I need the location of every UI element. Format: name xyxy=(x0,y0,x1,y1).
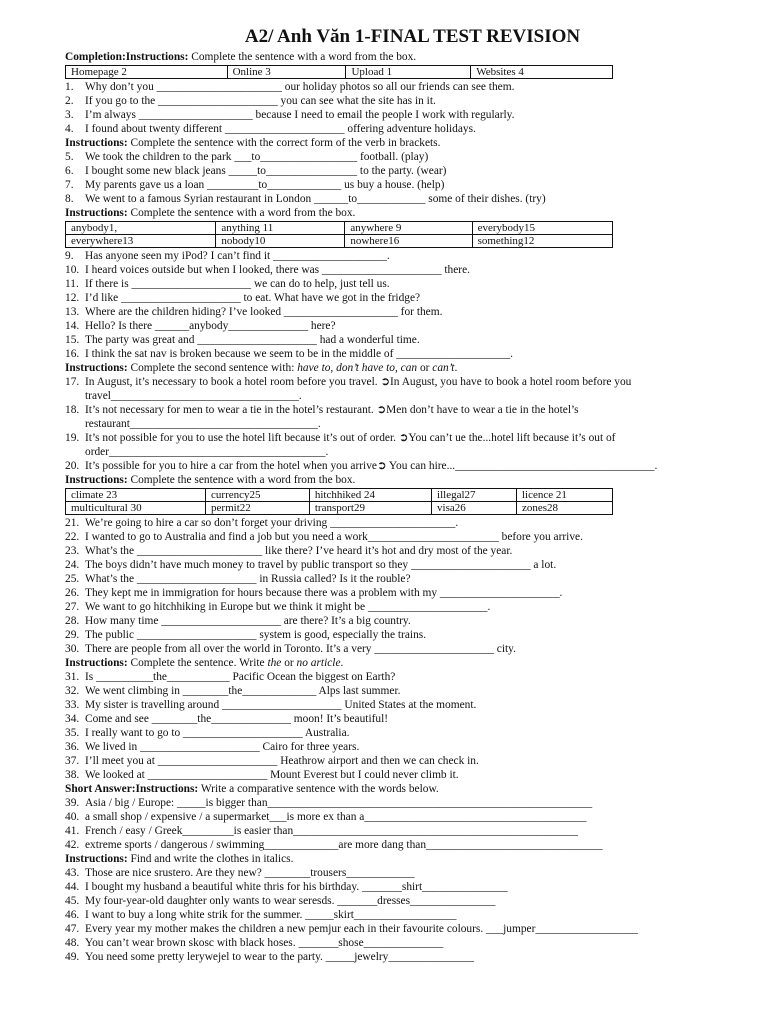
question-number: 14. xyxy=(65,320,80,332)
instructions-text: Complete the sentence with a word from the box. xyxy=(127,474,356,486)
question-number: 15. xyxy=(65,334,80,346)
instructions-label: Completion:Instructions: xyxy=(65,51,189,63)
question-text: What’s the ______________________ like there? I’ve heard it’s hot and dry most of the year. xyxy=(85,545,513,557)
word-box-cell: everywhere13 xyxy=(66,235,216,248)
question-item xyxy=(65,922,740,936)
question-number: 20. xyxy=(65,460,80,472)
word-box-cell: nobody10 xyxy=(216,235,345,248)
question-number: 7. xyxy=(65,179,74,191)
question-text: French / easy / Greek_________is easier than__________________________________________________ xyxy=(85,825,578,837)
word-box xyxy=(65,65,613,79)
instructions-label: Instructions: xyxy=(65,207,128,219)
word-box-row xyxy=(66,235,613,248)
word-box xyxy=(65,221,613,248)
question-item xyxy=(65,164,740,178)
instructions-text: . xyxy=(340,657,344,669)
question-text: Every year my mother makes the children a new pemjur each in their favourite colours. ___jumper__________________ xyxy=(85,923,638,935)
question-item xyxy=(65,950,740,964)
question-number: 2. xyxy=(65,95,74,107)
question-number: 25. xyxy=(65,573,80,585)
word-box-row xyxy=(66,66,613,79)
question-text: I’m always ____________________ because I need to email the people I work with regularly. xyxy=(85,109,515,121)
question-item xyxy=(65,684,740,698)
instructions-text: Complete the sentence with a word from the box. xyxy=(188,51,417,63)
question-item xyxy=(65,894,740,908)
instructions-text: Complete the sentence with a word from the box. xyxy=(127,207,356,219)
word-box-cell: illegal27 xyxy=(432,489,517,502)
question-text: extreme sports / dangerous / swimming_____________are more dang than_______________________________ xyxy=(85,839,603,851)
question-number: 45. xyxy=(65,895,80,907)
instructions-italic: can’t xyxy=(432,362,455,374)
question-number: 12. xyxy=(65,292,80,304)
question-number: 29. xyxy=(65,629,80,641)
question-number: 3. xyxy=(65,109,74,121)
word-box-cell: currency25 xyxy=(206,489,310,502)
question-item xyxy=(65,838,740,852)
question-text: There are people from all over the world in Toronto. It’s a very _____________________ city. xyxy=(85,643,516,655)
question-number: 11. xyxy=(65,278,79,290)
question-item xyxy=(65,122,740,136)
word-box-cell: visa26 xyxy=(432,502,517,515)
question-text: Those are nice srustero. Are they new? ________trousers____________ xyxy=(85,867,415,879)
question-text: I heard voices outside but when I looked, there was _____________________ there. xyxy=(85,264,470,276)
word-box-cell: anybody1, xyxy=(66,222,216,235)
question-item xyxy=(65,698,740,712)
question-text: We want to go hitchhiking in Europe but we think it might be _____________________. xyxy=(85,601,491,613)
question-item xyxy=(65,375,740,403)
question-text: Why don’t you ______________________ our holiday photos so all our friends can see them. xyxy=(85,81,515,93)
instructions-text: Complete the sentence. Write xyxy=(127,657,268,669)
word-box-cell: climate 23 xyxy=(66,489,206,502)
question-item xyxy=(65,614,740,628)
question-text: We went climbing in ________the_____________ Alps last summer. xyxy=(85,685,401,697)
word-box-row xyxy=(66,489,613,502)
question-item xyxy=(65,150,740,164)
question-text: I really want to go to _____________________ Australia. xyxy=(85,727,350,739)
question-number: 40. xyxy=(65,811,80,823)
question-number: 47. xyxy=(65,923,80,935)
question-number: 26. xyxy=(65,587,80,599)
question-item xyxy=(65,600,740,614)
question-number: 21. xyxy=(65,517,80,529)
question-text: The party was great and _____________________ had a wonderful time. xyxy=(85,334,420,346)
question-number: 35. xyxy=(65,727,80,739)
instructions-label: Instructions: xyxy=(65,474,128,486)
word-box-cell: nowhere16 xyxy=(345,235,472,248)
instructions-text: Write a comparative sentence with the words below. xyxy=(198,783,439,795)
question-number: 18. xyxy=(65,404,80,416)
question-item xyxy=(65,530,740,544)
instructions-text: or xyxy=(417,362,433,374)
word-box-cell: Online 3 xyxy=(227,66,346,79)
question-number: 5. xyxy=(65,151,74,163)
question-item xyxy=(65,516,740,530)
question-item xyxy=(65,880,740,894)
question-text: My parents gave us a loan _________to_____________ us buy a house. (help) xyxy=(85,179,445,191)
question-text: Come and see ________the______________ moon! It’s beautiful! xyxy=(85,713,389,725)
worksheet-body xyxy=(65,50,740,964)
instructions xyxy=(65,50,740,64)
question-text: We lived in _____________________ Cairo for three years. xyxy=(85,741,360,753)
instructions-text: Complete the second sentence with: xyxy=(127,362,298,374)
question-text: Asia / big / Europe: _____is bigger than_________________________________________________________ xyxy=(85,797,593,809)
question-text: It’s possible for you to hire a car from the hotel when you arrive➲ You can hire...___________________________________. xyxy=(85,460,658,472)
question-number: 16. xyxy=(65,348,80,360)
question-text: I found about twenty different _____________________ offering adventure holidays. xyxy=(85,123,476,135)
instructions xyxy=(65,206,740,220)
question-item xyxy=(65,431,740,459)
question-item xyxy=(65,866,740,880)
instructions-text: Find and write the clothes in italics. xyxy=(127,853,294,865)
question-item xyxy=(65,108,740,122)
question-text: My four-year-old daughter only wants to wear seresds. _______dresses_______________ xyxy=(85,895,496,907)
question-text: You can’t wear brown skosc with black hoses. _______shose______________ xyxy=(85,937,444,949)
word-box xyxy=(65,488,613,515)
question-number: 27. xyxy=(65,601,80,613)
question-item xyxy=(65,291,740,305)
question-number: 28. xyxy=(65,615,80,627)
question-text: I’ll meet you at _____________________ Heathrow airport and then we can check in. xyxy=(85,755,479,767)
question-item xyxy=(65,94,740,108)
question-item xyxy=(65,178,740,192)
question-text: In August, it’s necessary to book a hotel room before you travel. ➲In August, you have to book a hotel room before you travel_________________________________. xyxy=(85,376,635,402)
question-number: 9. xyxy=(65,250,74,262)
question-text: We went to a famous Syrian restaurant in London ______to____________ some of their dishes. (try) xyxy=(85,193,546,205)
question-number: 32. xyxy=(65,685,80,697)
question-item xyxy=(65,712,740,726)
question-text: Is __________the___________ Pacific Ocean the biggest on Earth? xyxy=(85,671,396,683)
question-item xyxy=(65,192,740,206)
question-number: 38. xyxy=(65,769,80,781)
question-text: You need some pretty lerywejel to wear to the party. _____jewelry_______________ xyxy=(85,951,474,963)
question-number: 41. xyxy=(65,825,80,837)
instructions-italic: have to, don’t have to, can xyxy=(297,362,418,374)
question-text: It’s not possible for you to use the hotel lift because it’s out of order. ➲You can’t ue the...hotel lift because it’s out of order______________________________________. xyxy=(85,432,619,458)
instructions-label: Instructions: xyxy=(65,137,128,149)
instructions-text: . xyxy=(454,362,458,374)
instructions-text: or xyxy=(281,657,297,669)
question-text: They kept me in immigration for hours because there was a problem with my _____________________. xyxy=(85,587,563,599)
instructions-label: Short Answer:Instructions: xyxy=(65,783,199,795)
question-item xyxy=(65,824,740,838)
instructions-italic: the xyxy=(267,657,282,669)
instructions xyxy=(65,852,740,866)
question-item xyxy=(65,572,740,586)
instructions xyxy=(65,473,740,487)
question-text: The boys didn’t have much money to travel by public transport so they _____________________ a lot. xyxy=(85,559,557,571)
question-number: 39. xyxy=(65,797,80,809)
instructions-label: Instructions: xyxy=(65,657,128,669)
question-text: I want to buy a long white strik for the summer. _____skirt__________________ xyxy=(85,909,457,921)
word-box-cell: hitchhiked 24 xyxy=(309,489,431,502)
word-box-cell: something12 xyxy=(472,235,612,248)
question-number: 43. xyxy=(65,867,80,879)
question-item xyxy=(65,403,740,431)
question-number: 23. xyxy=(65,545,80,557)
question-item xyxy=(65,305,740,319)
question-text: What’s the _____________________ in Russia called? Is it the rouble? xyxy=(85,573,411,585)
word-box-cell: licence 21 xyxy=(517,489,613,502)
question-text: I think the sat nav is broken because we seem to be in the middle of ____________________. xyxy=(85,348,514,360)
word-box-cell: Upload 1 xyxy=(346,66,471,79)
question-item xyxy=(65,80,740,94)
question-item xyxy=(65,333,740,347)
question-text: I bought my husband a beautiful white thris for his birthday. _______shirt_______________ xyxy=(85,881,508,893)
question-item xyxy=(65,459,740,473)
instructions-label: Instructions: xyxy=(65,362,128,374)
question-number: 30. xyxy=(65,643,80,655)
question-number: 22. xyxy=(65,531,80,543)
question-number: 36. xyxy=(65,741,80,753)
question-item xyxy=(65,754,740,768)
question-number: 48. xyxy=(65,937,80,949)
question-text: I’d like _____________________ to eat. What have we got in the fridge? xyxy=(85,292,421,304)
question-item xyxy=(65,586,740,600)
instructions xyxy=(65,656,740,670)
word-box-cell: everybody15 xyxy=(472,222,612,235)
word-box-cell: Websites 4 xyxy=(471,66,613,79)
question-item xyxy=(65,642,740,656)
question-item xyxy=(65,670,740,684)
question-number: 17. xyxy=(65,376,80,388)
question-text: a small shop / expensive / a supermarket___is more ex than a_______________________________________ xyxy=(85,811,587,823)
question-item xyxy=(65,319,740,333)
question-item xyxy=(65,796,740,810)
instructions xyxy=(65,361,740,375)
question-item xyxy=(65,249,740,263)
question-text: My sister is travelling around _____________________ United States at the moment. xyxy=(85,699,477,711)
question-number: 8. xyxy=(65,193,74,205)
page-title: A2/ Anh Văn 1-FINAL TEST REVISION xyxy=(244,26,581,47)
word-box-cell: multicultural 30 xyxy=(66,502,206,515)
question-item xyxy=(65,558,740,572)
question-text: Hello? Is there ______anybody______________ here? xyxy=(85,320,336,332)
question-number: 46. xyxy=(65,909,80,921)
question-text: I wanted to go to Australia and find a job but you need a work_______________________ before you arrive. xyxy=(85,531,583,543)
question-item xyxy=(65,740,740,754)
instructions xyxy=(65,136,740,150)
word-box-cell: anywhere 9 xyxy=(345,222,472,235)
question-number: 13. xyxy=(65,306,80,318)
question-text: If you go to the _____________________ you can see what the site has in it. xyxy=(85,95,436,107)
worksheet xyxy=(65,26,740,964)
word-box-cell: permit22 xyxy=(206,502,310,515)
question-number: 44. xyxy=(65,881,80,893)
question-item xyxy=(65,908,740,922)
question-text: The public _____________________ system is good, especially the trains. xyxy=(85,629,427,641)
question-item xyxy=(65,628,740,642)
question-item xyxy=(65,277,740,291)
instructions-label: Instructions: xyxy=(65,853,128,865)
question-item xyxy=(65,768,740,782)
question-item xyxy=(65,810,740,824)
question-number: 1. xyxy=(65,81,74,93)
question-text: I bought some new black jeans _____to________________ to the party. (wear) xyxy=(85,165,447,177)
question-number: 4. xyxy=(65,123,74,135)
question-text: Has anyone seen my iPod? I can’t find it ____________________. xyxy=(85,250,390,262)
word-box-cell: zones28 xyxy=(517,502,613,515)
word-box-row xyxy=(66,502,613,515)
question-number: 33. xyxy=(65,699,80,711)
question-item xyxy=(65,936,740,950)
question-text: We took the children to the park ___to_________________ football. (play) xyxy=(85,151,429,163)
question-number: 24. xyxy=(65,559,80,571)
word-box-cell: anything 11 xyxy=(216,222,345,235)
question-number: 42. xyxy=(65,839,80,851)
question-text: How many time _____________________ are there? It’s a big country. xyxy=(85,615,411,627)
question-text: We looked at _____________________ Mount Everest but I could never climb it. xyxy=(85,769,459,781)
question-item xyxy=(65,726,740,740)
question-number: 6. xyxy=(65,165,74,177)
word-box-row xyxy=(66,222,613,235)
question-number: 31. xyxy=(65,671,80,683)
question-item xyxy=(65,263,740,277)
question-number: 37. xyxy=(65,755,80,767)
question-number: 10. xyxy=(65,264,80,276)
instructions xyxy=(65,782,740,796)
question-item xyxy=(65,347,740,361)
question-text: Where are the children hiding? I’ve looked ____________________ for them. xyxy=(85,306,443,318)
instructions-text: Complete the sentence with the correct form of the verb in brackets. xyxy=(127,137,441,149)
word-box-cell: transport29 xyxy=(309,502,431,515)
question-number: 49. xyxy=(65,951,80,963)
question-text: It’s not necessary for men to wear a tie in the hotel’s restaurant. ➲Men don’t have to wear a tie in the hotel’s restaurant_________________________________. xyxy=(85,404,582,430)
question-text: We’re going to hire a car so don’t forget your driving ______________________. xyxy=(85,517,459,529)
instructions-italic: no article xyxy=(296,657,341,669)
word-box-cell: Homepage 2 xyxy=(66,66,228,79)
question-item xyxy=(65,544,740,558)
question-number: 34. xyxy=(65,713,80,725)
question-text: If there is _____________________ we can do to help, just tell us. xyxy=(85,278,390,290)
question-number: 19. xyxy=(65,432,80,444)
